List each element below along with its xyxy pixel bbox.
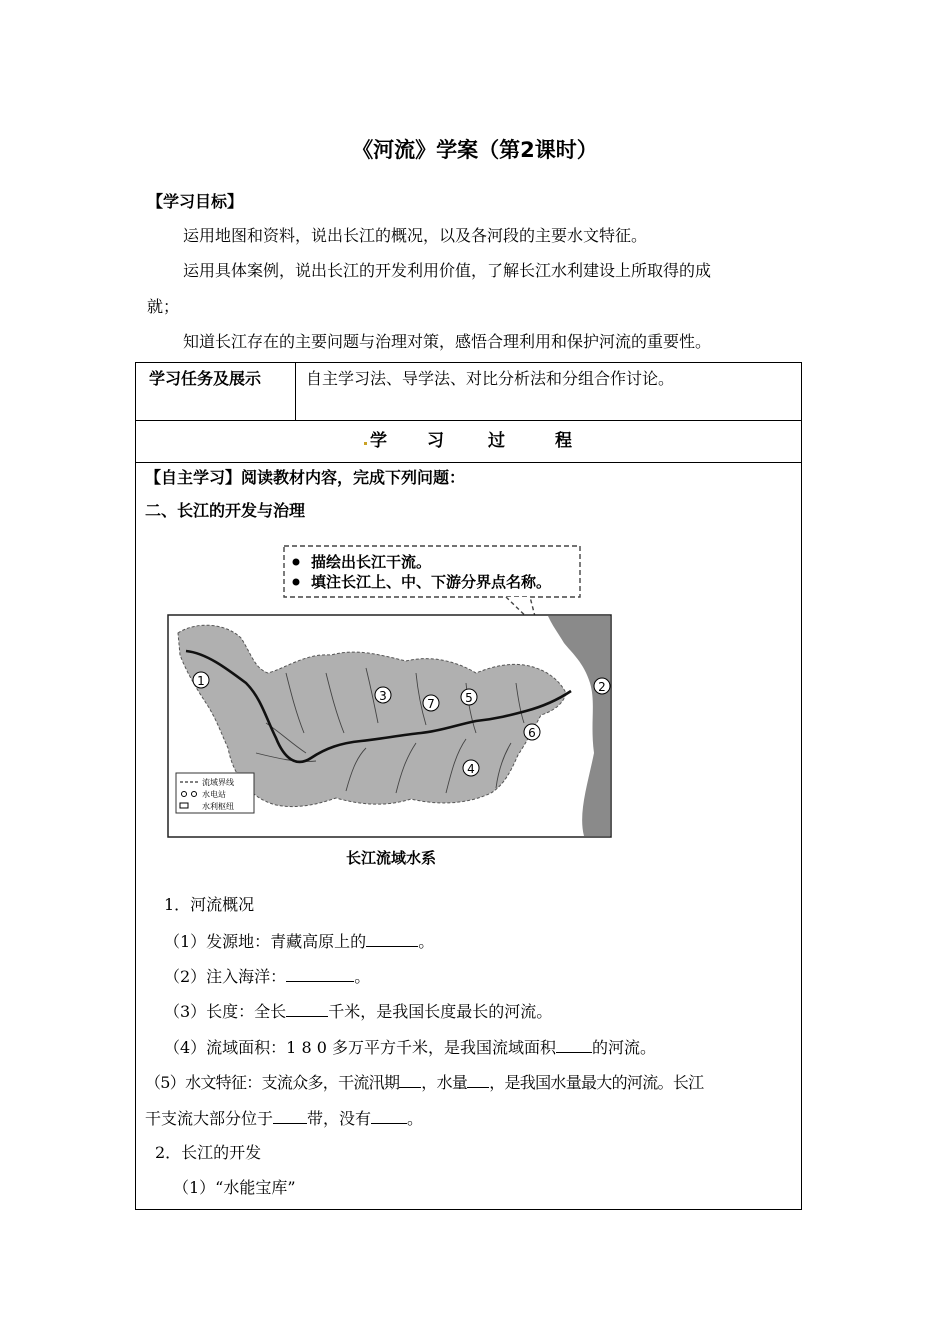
bullet-icon [293, 559, 300, 566]
svg-text:1: 1 [197, 674, 205, 688]
svg-text:5: 5 [465, 691, 473, 705]
objective-1: 运用地图和资料，说出长江的概况，以及各河段的主要水文特征。 [183, 226, 648, 245]
svg-text:水利枢纽: 水利枢纽 [202, 802, 234, 811]
task-label: 学习任务及展示 [149, 369, 262, 388]
study-table [135, 362, 802, 1210]
svg-text:2: 2 [598, 680, 606, 694]
q1-5-continued: 干支流大部分位于 带，没有 。 [145, 1109, 424, 1128]
q1-4: （4）流域面积：1 8 0 多万平方千米，是我国流域面积 的河流。 [164, 1038, 656, 1057]
blank-zone[interactable] [273, 1107, 307, 1124]
objective-3: 知道长江存在的主要问题与治理对策，感悟合理利用和保护河流的重要性。 [183, 332, 712, 351]
table-rule [136, 462, 801, 463]
process-heading [136, 422, 801, 460]
svg-text:7: 7 [427, 697, 435, 711]
svg-text:水电站: 水电站 [202, 790, 226, 799]
blank-length[interactable] [286, 1000, 328, 1017]
q1-3: （3）长度：全长 千米，是我国长度最长的河流。 [164, 1002, 553, 1021]
q1-2: （2）注入海洋： 。 [164, 967, 371, 986]
q1-title: 1．河流概况 [164, 895, 255, 914]
bullet-icon [293, 579, 300, 586]
process-char: 习 [427, 431, 444, 451]
objective-2: 运用具体案例，说出长江的开发利用价值，了解长江水利建设上所取得的成 [183, 261, 712, 280]
callout-line-2: 填注长江上、中、下游分界点名称。 [311, 573, 552, 591]
map-legend [176, 773, 254, 813]
section-two-heading: 二、长江的开发与治理 [145, 501, 306, 520]
yangtze-basin-map [166, 543, 616, 873]
self-study-heading: 【自主学习】阅读教材内容，完成下列问题： [145, 468, 466, 487]
blank-source[interactable] [366, 930, 418, 947]
process-char: 学 [370, 431, 387, 451]
svg-text:流域界线: 流域界线 [202, 778, 234, 787]
table-rule [136, 420, 801, 421]
q1-1: （1）发源地：青藏高原上的 。 [164, 932, 435, 951]
objective-2-continued: 就； [147, 297, 180, 316]
callout-line-1: 描绘出长江干流。 [311, 553, 432, 571]
blank-area-rank[interactable] [556, 1036, 592, 1053]
map-caption: 长江流域水系 [345, 849, 437, 867]
task-methods: 自主学习法、导学法、对比分析法和分组合作讨论。 [306, 369, 675, 388]
svg-text:3: 3 [379, 689, 387, 703]
svg-text:4: 4 [467, 762, 475, 776]
process-char: 程 [555, 431, 572, 451]
svg-text:6: 6 [528, 726, 536, 740]
q1-5: （5）水文特征：支流众多，干流汛期 ，水量 ，是我国水量最大的河流。长江 [145, 1073, 704, 1092]
blank-ice-period[interactable] [371, 1107, 407, 1124]
dot-mark [364, 442, 367, 445]
blank-ocean[interactable] [286, 965, 354, 982]
blank-volume[interactable] [467, 1071, 489, 1088]
objectives-heading: 【学习目标】 [147, 192, 244, 211]
process-char: 过 [488, 431, 505, 451]
blank-flood-season[interactable] [399, 1071, 421, 1088]
q2-1: （1）“水能宝库” [173, 1178, 296, 1197]
table-divider [295, 363, 296, 420]
page-title: 《河流》学案（第2课时） [352, 138, 598, 162]
q2-title: 2．长江的开发 [155, 1143, 262, 1162]
